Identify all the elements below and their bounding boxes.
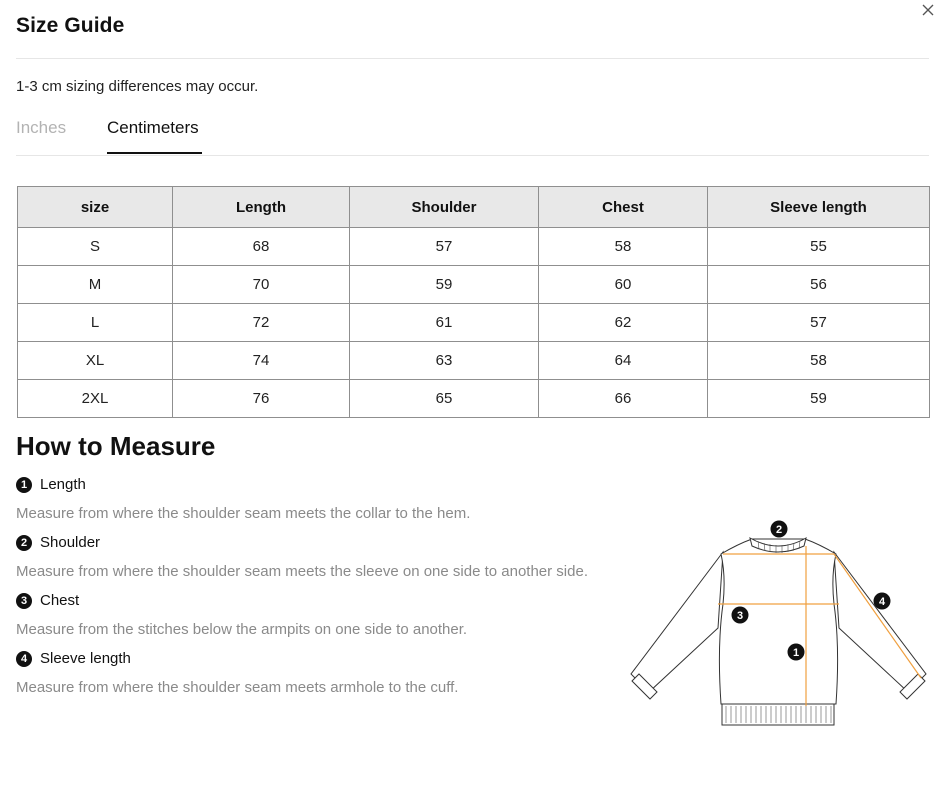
- active-tab-indicator: [107, 152, 202, 154]
- table-cell: 68: [173, 228, 350, 266]
- modal-title: Size Guide: [16, 14, 125, 37]
- badge-1: [788, 644, 805, 661]
- step-number-badge: 1: [16, 477, 32, 493]
- table-row: [18, 266, 930, 304]
- step-number-badge: 4: [16, 651, 32, 667]
- table-cell: 60: [539, 266, 708, 304]
- column-header: Shoulder: [350, 187, 539, 228]
- size-table: [17, 186, 930, 418]
- table-cell: L: [18, 304, 173, 342]
- tab-inches[interactable]: Inches: [16, 118, 67, 137]
- badge-4: [874, 593, 891, 610]
- badge-3: [732, 607, 749, 624]
- badge-label: 2: [775, 524, 783, 536]
- sweater-outline: [631, 538, 926, 725]
- sizing-note: 1-3 cm sizing differences may occur.: [16, 78, 259, 95]
- table-cell: 74: [173, 342, 350, 380]
- table-cell: 55: [708, 228, 930, 266]
- unit-tabs: [16, 114, 929, 156]
- step-shoulder: [16, 534, 100, 551]
- header-divider: [16, 58, 929, 59]
- step-chest: [16, 592, 79, 609]
- table-cell: 59: [708, 380, 930, 418]
- table-row: [18, 304, 930, 342]
- table-row: [18, 380, 930, 418]
- badge-label: 3: [736, 610, 744, 622]
- badge-label: 1: [792, 647, 800, 659]
- table-cell: 76: [173, 380, 350, 418]
- step-length: [16, 476, 86, 493]
- badge-2: [771, 521, 788, 538]
- step-label: Length: [40, 476, 86, 493]
- table-cell: S: [18, 228, 173, 266]
- table-cell: 70: [173, 266, 350, 304]
- step-number-badge: 3: [16, 593, 32, 609]
- table-row: [18, 228, 930, 266]
- step-description: Measure from the stitches below the armpits on one side to another.: [16, 621, 468, 638]
- table-cell: 66: [539, 380, 708, 418]
- how-to-measure-title: How to Measure: [16, 431, 216, 461]
- table-cell: 65: [350, 380, 539, 418]
- table-cell: 58: [708, 342, 930, 380]
- table-cell: 56: [708, 266, 930, 304]
- table-cell: 59: [350, 266, 539, 304]
- step-description: Measure from where the shoulder seam meets the sleeve on one side to another side.: [16, 563, 588, 580]
- close-icon[interactable]: [920, 2, 936, 18]
- column-header: Chest: [539, 187, 708, 228]
- column-header: Sleeve length: [708, 187, 930, 228]
- table-cell: 58: [539, 228, 708, 266]
- table-cell: 61: [350, 304, 539, 342]
- table-header-row: [18, 187, 930, 228]
- step-description: Measure from where the shoulder seam meets armhole to the cuff.: [16, 679, 459, 696]
- column-header: Length: [173, 187, 350, 228]
- step-description: Measure from where the shoulder seam meets the collar to the hem.: [16, 505, 471, 522]
- table-cell: 64: [539, 342, 708, 380]
- table-cell: 62: [539, 304, 708, 342]
- tab-centimeters[interactable]: Centimeters: [107, 118, 199, 137]
- table-cell: 2XL: [18, 380, 173, 418]
- table-cell: 63: [350, 342, 539, 380]
- step-label: Shoulder: [40, 534, 101, 551]
- table-cell: 57: [350, 228, 539, 266]
- step-sleeve-length: [16, 650, 131, 667]
- table-cell: M: [18, 266, 173, 304]
- step-number-badge: 2: [16, 535, 32, 551]
- table-cell: 57: [708, 304, 930, 342]
- table-row: [18, 342, 930, 380]
- badge-label: 4: [878, 596, 886, 608]
- step-label: Sleeve length: [40, 650, 131, 667]
- step-label: Chest: [40, 592, 80, 609]
- table-cell: 72: [173, 304, 350, 342]
- sweater-measure-diagram: [628, 516, 928, 732]
- table-cell: XL: [18, 342, 173, 380]
- column-header: size: [18, 187, 173, 228]
